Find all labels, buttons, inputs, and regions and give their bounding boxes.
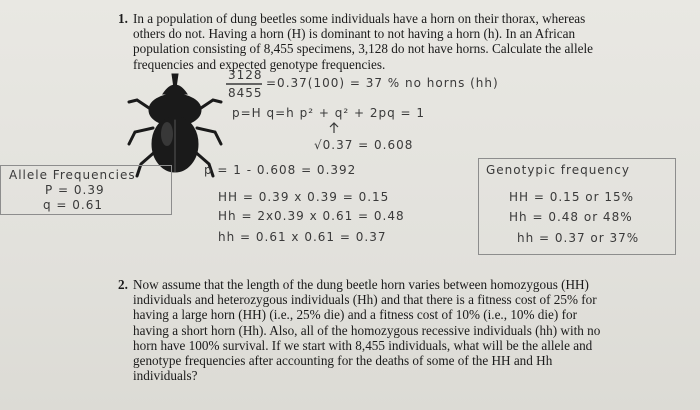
genotype-HH-value: HH = 0.15 or 15% <box>509 190 635 204</box>
allele-frequencies-box <box>0 165 172 215</box>
HH-calculation: HH = 0.39 x 0.39 = 0.15 <box>218 190 390 204</box>
question-2-line: Now assume that the length of the dung beetle horn varies between homozygous (HH) <box>133 277 589 292</box>
question-1-line: others do not. Having a horn (H) is dominant to not having a horn (h). In an African <box>133 26 576 42</box>
question-2-line: individuals and heterozygous individuals (Hh) and that there is a fitness cost of 25% for <box>133 292 597 308</box>
no-horns-calculation: =0.37(100) = 37 % no horns (hh) <box>266 76 499 90</box>
p-calculation: p = 1 - 0.608 = 0.392 <box>204 163 357 177</box>
genotype-Hh-value: Hh = 0.48 or 48% <box>509 210 633 224</box>
fraction-numerator: 3128 <box>228 68 263 82</box>
fraction-denominator: 8455 <box>228 86 263 100</box>
allele-box-title: Allele Frequencies <box>9 168 136 182</box>
allele-q-value: q = 0.61 <box>43 198 104 212</box>
genotype-box-title: Genotypic frequency <box>486 163 630 177</box>
question-2-line: having a large horn (HH) (i.e., 25% die) and a fitness cost of 10% (i.e., 10% die) for <box>133 307 577 323</box>
square-root-calculation: √0.37 = 0.608 <box>314 138 414 152</box>
hh-calculation: hh = 0.61 x 0.61 = 0.37 <box>218 230 387 244</box>
question-2-line: individuals? <box>133 368 198 384</box>
question-1-line: population consisting of 8,455 specimens, 3,128 do not have horns. Calculate the allele <box>133 41 594 57</box>
question-1-line: In a population of dung beetles some individuals have a horn on their thorax, whereas <box>133 11 586 26</box>
question-1-text <box>133 11 678 72</box>
question-2-text <box>133 277 678 383</box>
question-2-number: 2. <box>118 277 128 292</box>
question-2-line: having a short horn (Hh). Also, all of the homozygous recessive individuals (hh) with no <box>133 322 601 338</box>
question-1-line: frequencies and expected genotype frequencies. <box>133 56 386 72</box>
question-2-line: horn have 100% survival. If we start with 8,455 individuals, what will be the allele and <box>133 337 593 353</box>
arrow-up-icon <box>329 122 339 134</box>
question-1-number: 1. <box>118 11 128 26</box>
genotype-frequency-box <box>478 158 676 255</box>
hardy-weinberg-definitions: p=H q=h p² + q² + 2pq = 1 <box>232 106 426 120</box>
allele-p-value: P = 0.39 <box>45 183 105 197</box>
question-2-line: genotype frequencies after accounting for the deaths of some of the HH and Hh <box>133 353 553 369</box>
Hh-calculation: Hh = 2x0.39 x 0.61 = 0.48 <box>218 209 405 223</box>
genotype-hh-value: hh = 0.37 or 37% <box>517 231 640 245</box>
